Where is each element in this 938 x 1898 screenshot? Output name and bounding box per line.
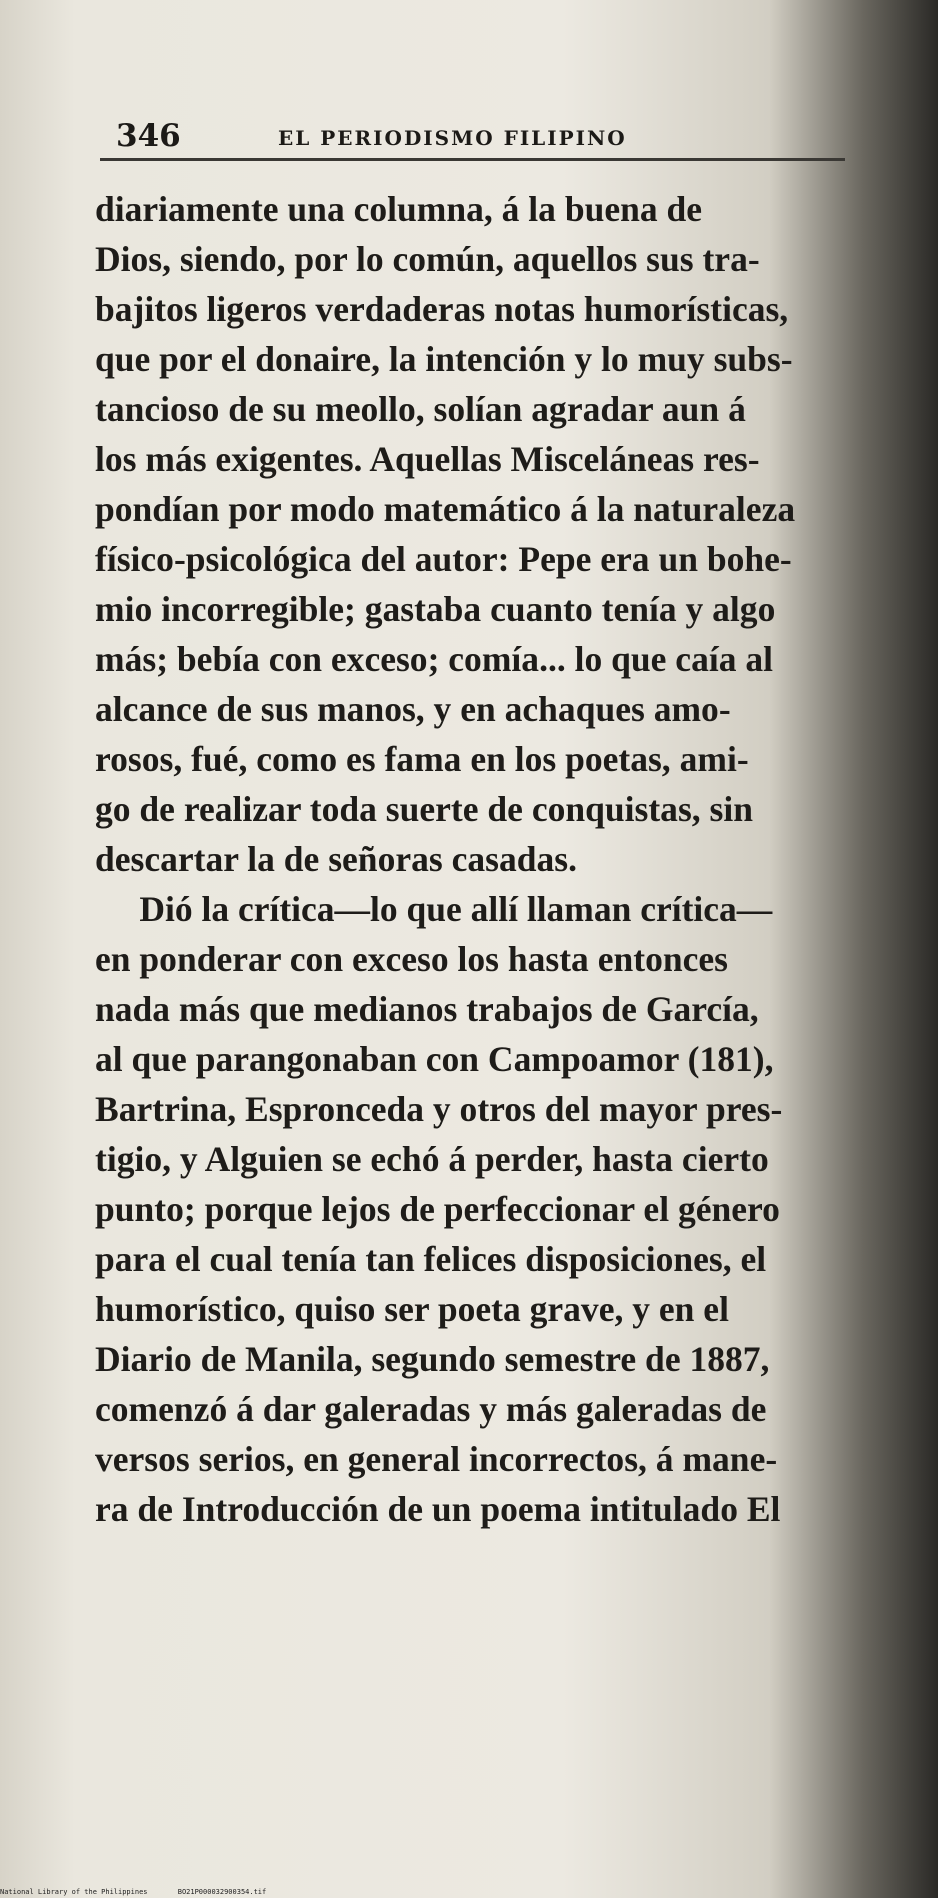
text-line: para el cual tenía tan felices disposiciones, el bbox=[95, 1239, 767, 1279]
text-line: go de realizar toda suerte de conquistas, sin bbox=[95, 789, 754, 829]
text-line: alcance de sus manos, y en achaques amo- bbox=[95, 689, 731, 729]
text-line: más; bebía con exceso; comía... lo que caía al bbox=[95, 639, 773, 679]
paragraph-start-line: Dió la crítica—lo que allí llaman crítica— bbox=[139, 889, 773, 929]
text-line: punto; porque lejos de perfeccionar el género bbox=[95, 1189, 780, 1229]
text-line: tigio, y Alguien se echó á perder, hasta cierto bbox=[95, 1139, 769, 1179]
text-line: Diario de Manila, segundo semestre de 1887, bbox=[95, 1339, 770, 1379]
text-line: pondían por modo matemático á la naturaleza bbox=[95, 489, 796, 529]
text-line: mio incorregible; gastaba cuanto tenía y algo bbox=[95, 589, 776, 629]
running-title: EL PERIODISMO FILIPINO bbox=[278, 126, 627, 150]
text-line: tancioso de su meollo, solían agradar aun á bbox=[95, 389, 746, 429]
text-line: versos serios, en general incorrectos, á mane- bbox=[95, 1439, 778, 1479]
scan-footer bbox=[0, 1888, 292, 1896]
page-header bbox=[100, 118, 845, 161]
text-line: que por el donaire, la intención y lo muy subs- bbox=[95, 339, 793, 379]
text-line: al que parangonaban con Campoamor (181), bbox=[95, 1039, 774, 1079]
text-line: ra de Introducción de un poema intitulado El bbox=[95, 1489, 781, 1529]
text-line: Bartrina, Espronceda y otros del mayor pres- bbox=[95, 1089, 783, 1129]
text-line: físico-psicológica del autor: Pepe era un bohe- bbox=[95, 539, 792, 579]
text-line: nada más que medianos trabajos de García, bbox=[95, 989, 759, 1029]
text-line: los más exigentes. Aquellas Misceláneas res- bbox=[95, 439, 760, 479]
text-line: Dios, siendo, por lo común, aquellos sus tra- bbox=[95, 239, 760, 279]
text-line: bajitos ligeros verdaderas notas humorísticas, bbox=[95, 289, 789, 329]
file-id: BO21P000032900354.tif bbox=[177, 1888, 267, 1896]
text-line: en ponderar con exceso los hasta entonces bbox=[95, 939, 728, 979]
body-text bbox=[95, 184, 855, 1534]
text-line: diariamente una columna, á la buena de bbox=[95, 189, 703, 229]
text-line: humorístico, quiso ser poeta grave, y en el bbox=[95, 1289, 729, 1329]
text-line: descartar la de señoras casadas. bbox=[95, 839, 577, 879]
text-line: comenzó á dar galeradas y más galeradas de bbox=[95, 1389, 767, 1429]
library-credit: National Library of the Philippines bbox=[0, 1888, 148, 1896]
text-line: rosos, fué, como es fama en los poetas, ami- bbox=[95, 739, 749, 779]
page-number: 346 bbox=[116, 118, 181, 154]
